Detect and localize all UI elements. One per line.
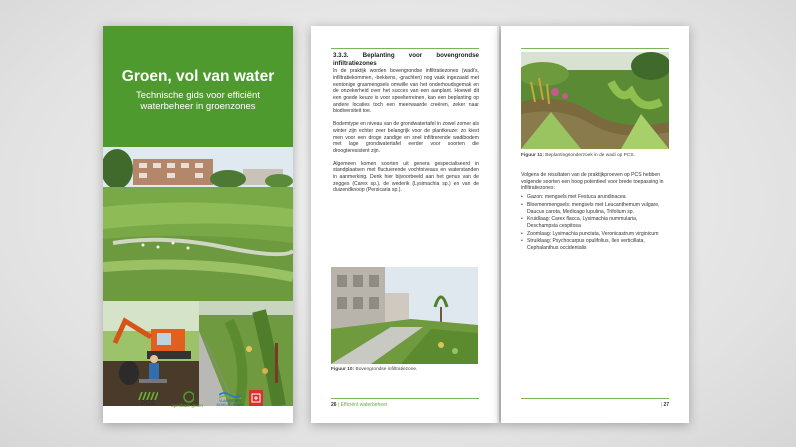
- paragraph-2: Bodemtype en niveau van de grondwatertafel in zowel zomer als winter zijn echter zeer belangrijk voor de plantkeuze: zo kiest men voor een droge zandige en snel infiltrerende wadibodem met lage grondwatertafel eerder voor soorten die droogteresistent zijn.: [333, 121, 479, 154]
- footer-section-title: Efficiënt waterbeheer: [340, 402, 388, 408]
- cover-title: Groen, vol van water: [121, 68, 275, 85]
- right-page-footer: | 27: [660, 402, 669, 408]
- species-list: [521, 194, 667, 252]
- figure-11-text: Beplantingsonderzoek in de wadi op PCS.: [545, 153, 635, 158]
- figure-10-caption: [331, 367, 478, 372]
- list-item: • Bloemenmengsels: mengsels met Leucanthemum vulgare, Daucus carota, Medicago lupulina, Trifolium sp.: [521, 202, 667, 215]
- page-27: [501, 26, 689, 423]
- cover-title-block: [103, 26, 293, 147]
- cover-photo-wadi-landscape: [103, 147, 293, 301]
- left-page-footer: 26 | Efficiënt waterbeheer: [331, 402, 388, 408]
- cover-subtitle: Technische gids voor efficiënt waterbeheer in groenzones: [136, 90, 260, 112]
- results-intro: Volgens de resultaten van de praktijkproeven op PCS hebben volgende soorten een hoog potentieel voor brede toepassing in infiltratiezones:: [521, 172, 664, 192]
- openbaar-groen-icon: [180, 391, 194, 403]
- top-rule: [331, 48, 479, 49]
- figure-10-text: Bovengrondse infiltratiezone.: [355, 367, 418, 372]
- list-item: • Kruidlaag: Carex flacca, Lysimachia nummularia, Deschampsia cespitosa: [521, 216, 667, 229]
- figure-10-photo: [331, 267, 478, 364]
- pcs-logo-text: PCS: [140, 400, 156, 407]
- vlaanderen-schelde-logo: [215, 390, 245, 408]
- red-partner-logo: [249, 390, 263, 406]
- page-26: [311, 26, 499, 423]
- pcs-leaf-icon: [138, 391, 158, 400]
- figure-11-label: Figuur 11:: [521, 153, 544, 158]
- partner-emblem-icon: [251, 393, 261, 403]
- openbaar-groen-logo: [163, 388, 211, 410]
- list-item: • Zoomlaag: Lysimachia punctata, Veronicastrum virginicum: [521, 231, 667, 238]
- pcs-logo: [135, 388, 161, 410]
- bottom-rule: [331, 398, 479, 399]
- figure-10-label: Figuur 10:: [331, 367, 355, 372]
- river-wave-icon: [219, 391, 241, 399]
- left-page-body: [333, 52, 479, 200]
- page-number-26: 26: [331, 402, 337, 408]
- paragraph-1: In de praktijk worden bovengrondse infiltratiezones (wadi's, infiltratiekommen, -bekkens, -grachten) nog vaak ingezaaid met eentonige grasmengsels omwille van het onderhoudsgemak en de onzekerheid over het succes van een aanplant. Hoewel dit een goede keuze is voor speelterreinen, kan een beplanting op andere locaties toch een meerwaarde creëren, zeker naar biodiversiteit toe.: [333, 68, 479, 115]
- list-item: • Struiklaag: Psychocarpus opulifolius, Ilex verticillata, Cephalanthus occidentalis: [521, 238, 667, 251]
- page-number-27: 27: [663, 402, 669, 408]
- openbaar-groen-text: openbaar groen: [171, 402, 203, 408]
- vlaanderen-text: VLAANDEREN: [219, 399, 241, 403]
- brochure-cover: [103, 26, 293, 423]
- cover-photo-planted-gutter: [199, 301, 293, 406]
- figure-11-photo: [521, 52, 669, 149]
- bottom-rule: [521, 398, 669, 399]
- right-page-body: [521, 172, 667, 253]
- list-item: • Gazon: mengsels met Festuca arundinacea: [521, 194, 667, 201]
- section-heading: 3.3.3. Beplanting voor bovengrondse infiltratiezones: [333, 52, 479, 67]
- figure-11-caption: [521, 153, 669, 158]
- schelde-text: SCHEUR - RIVIER: [216, 403, 244, 407]
- top-rule: [521, 48, 669, 49]
- paragraph-3: Algemeen komen soorten uit genera gespecialiseerd in standplaatsen met fluctuerende vochtniveaus en waterstanden in aanmerking. Denk hier bijvoorbeeld aan het genus van de zegges (Carex sp.), de wederik (Lysimachia sp.) en van de duizendknoop (Persicaria sp.).: [333, 160, 479, 194]
